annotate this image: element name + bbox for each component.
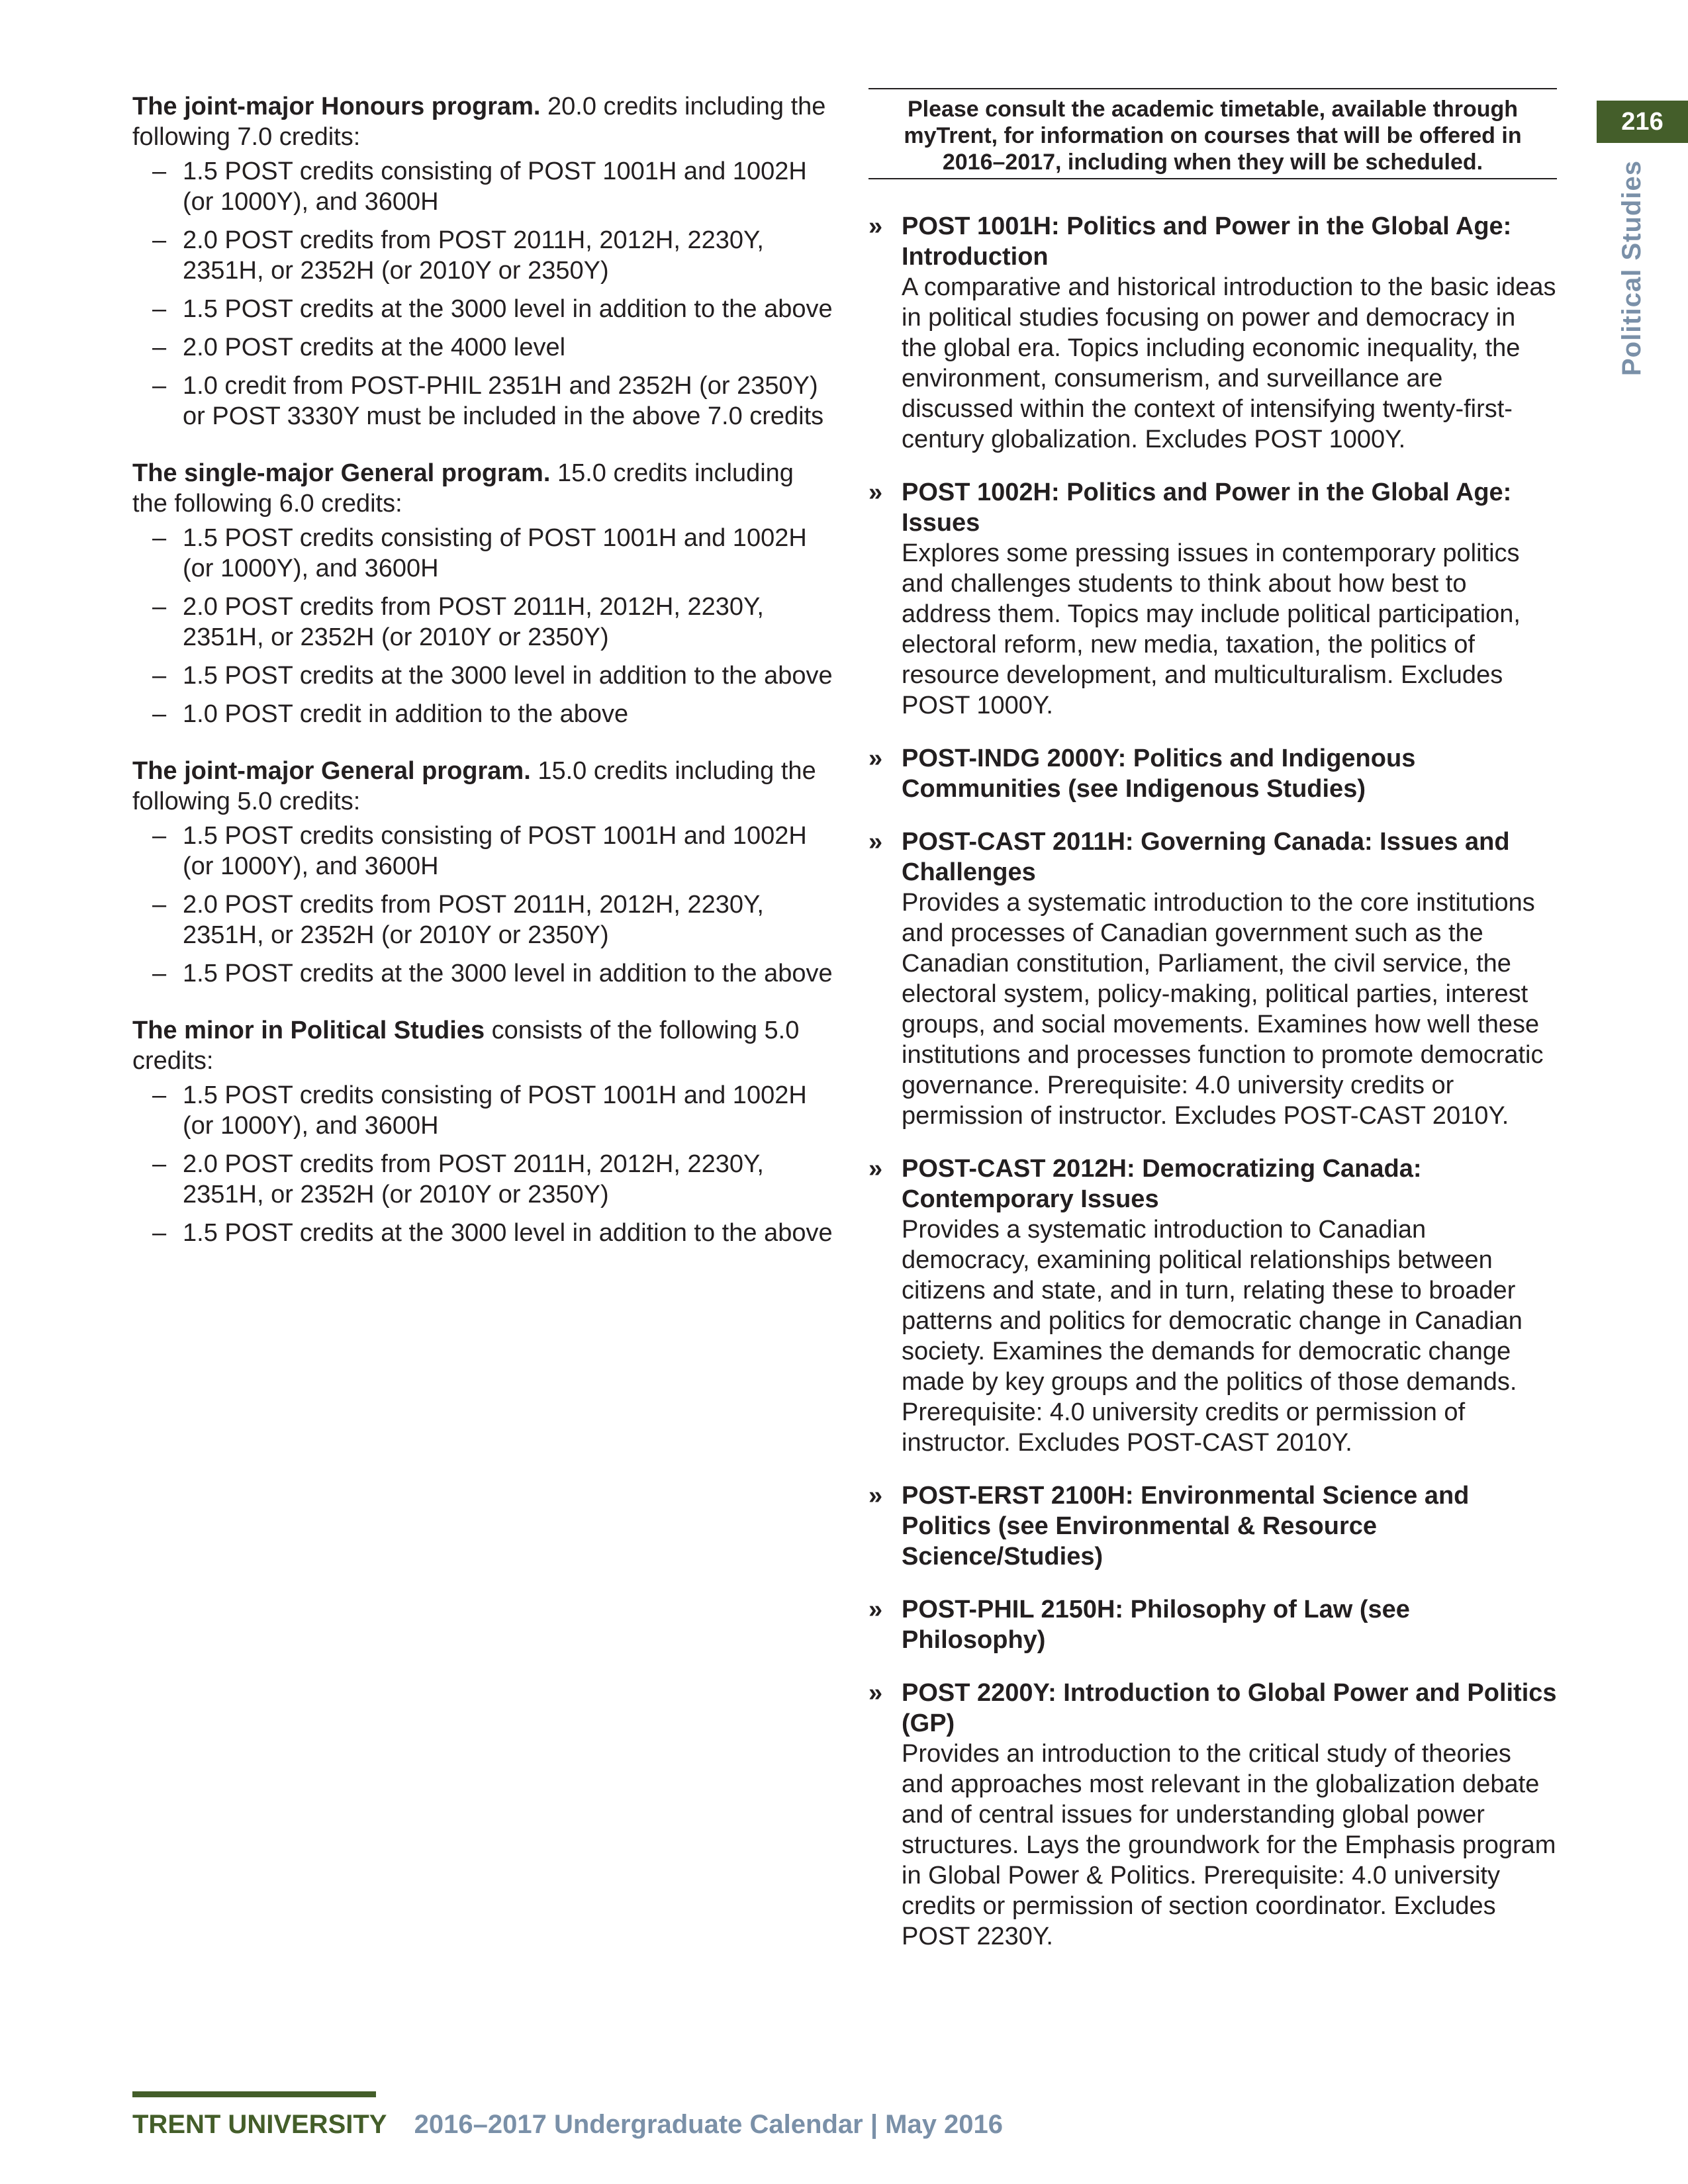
footer-university: TRENT UNIVERSITY — [132, 2110, 387, 2139]
requirement-item: – 1.0 credit from POST-PHIL 2351H and 2352H (or 2350Y) or POST 3330Y must be included in the above 7.0 credits — [132, 371, 834, 432]
course-title: » POST 2200Y: Introduction to Global Power and Politics (GP) — [902, 1679, 1557, 1737]
requirement-item: – 1.5 POST credits consisting of POST 1001H and 1002H (or 1000Y), and 3600H — [132, 821, 834, 882]
requirement-item: – 2.0 POST credits from POST 2011H, 2012H, 2230Y, 2351H, or 2352H (or 2010Y or 2350Y) — [132, 1149, 834, 1210]
requirement-list — [132, 523, 834, 729]
course-title: » POST 1001H: Politics and Power in the Global Age: Introduction — [902, 212, 1512, 271]
left-column — [132, 91, 834, 1275]
course-title: » POST-ERST 2100H: Environmental Science and Politics (see Environmental & Resource Science/Studies) — [902, 1482, 1470, 1570]
course-description: Provides an introduction to the critical study of theories and approaches most relevant in the globalization debate and of central issues for understanding global power structures. Lays the groundwork for the Emphasis program in Global Power & Politics. Prerequisite: 4.0 university credits or permission of section coordinator. Excludes POST 2230Y. — [902, 1740, 1556, 1950]
program-intro: 15.0 credits including the following 6.0 credits: — [132, 459, 794, 518]
program-heading — [132, 1015, 834, 1076]
program-title: The joint-major General program. — [132, 757, 531, 785]
course-title: » POST-PHIL 2150H: Philosophy of Law (see Philosophy) — [902, 1596, 1410, 1654]
requirement-list — [132, 821, 834, 989]
program-title: The joint-major Honours program. — [132, 93, 541, 120]
requirement-item: – 1.5 POST credits consisting of POST 1001H and 1002H (or 1000Y), and 3600H — [132, 523, 834, 584]
requirement-item: – 2.0 POST credits from POST 2011H, 2012H, 2230Y, 2351H, or 2352H (or 2010Y or 2350Y) — [132, 225, 834, 286]
course-entry — [868, 1154, 1557, 1458]
program-heading — [132, 91, 834, 152]
course-title: » POST 1002H: Politics and Power in the Global Age: Issues — [902, 478, 1512, 537]
timetable-notice: Please consult the academic timetable, available through myTrent, for information on courses that will be offered in 2016–2017, including when they will be scheduled. — [868, 88, 1557, 179]
course-description: Provides a systematic introduction to the core institutions and processes of Canadian government such as the Canadian constitution, Parliament, the civil service, the electoral system, policy-making, political parties, interest groups, and social movements. Examines how well these institutions and processes function to promote democratic governance. Prerequisite: 4.0 university credits or permission of instructor. Excludes POST-CAST 2010Y. — [902, 889, 1544, 1130]
program-heading — [132, 458, 834, 519]
course-entry — [868, 1594, 1557, 1655]
page-footer — [132, 2110, 1003, 2140]
course-entry — [868, 477, 1557, 721]
requirement-item: – 1.5 POST credits at the 3000 level in addition to the above — [132, 660, 834, 691]
program-joint-major-honours — [132, 91, 834, 432]
requirement-item: – 2.0 POST credits from POST 2011H, 2012H, 2230Y, 2351H, or 2352H (or 2010Y or 2350Y) — [132, 592, 834, 653]
program-intro: 15.0 credits including the following 5.0 credits: — [132, 757, 816, 815]
requirement-item: – 1.5 POST credits consisting of POST 1001H and 1002H (or 1000Y), and 3600H — [132, 1080, 834, 1141]
course-entry — [868, 1678, 1557, 1952]
footer-calendar: 2016–2017 Undergraduate Calendar | May 2016 — [414, 2110, 1004, 2139]
course-entry — [868, 1480, 1557, 1572]
course-description: Provides a systematic introduction to Canadian democracy, examining political relationships between citizens and state, and in turn, relating these to broader patterns and politics for democratic change in Canadian society. Examines the demands for democratic change made by key groups and the politics of those demands. Prerequisite: 4.0 university credits or permission of instructor. Excludes POST-CAST 2010Y. — [902, 1216, 1523, 1457]
section-side-label: Political Studies — [1617, 160, 1646, 376]
program-title: The single-major General program. — [132, 459, 551, 487]
program-single-major-general — [132, 458, 834, 729]
requirement-list — [132, 1080, 834, 1248]
program-joint-major-general — [132, 756, 834, 989]
course-entry — [868, 211, 1557, 455]
program-heading — [132, 756, 834, 817]
requirement-item: – 1.5 POST credits at the 3000 level in addition to the above — [132, 1218, 834, 1248]
page-number-tab: 216 — [1597, 101, 1688, 143]
program-title: The minor in Political Studies — [132, 1017, 485, 1044]
program-intro: consists of the following 5.0 credits: — [132, 1017, 800, 1075]
requirement-item: – 2.0 POST credits from POST 2011H, 2012H, 2230Y, 2351H, or 2352H (or 2010Y or 2350Y) — [132, 889, 834, 950]
requirement-item: – 1.5 POST credits consisting of POST 1001H and 1002H (or 1000Y), and 3600H — [132, 156, 834, 217]
right-column — [868, 88, 1557, 1974]
course-title: » POST-CAST 2011H: Governing Canada: Issues and Challenges — [902, 828, 1510, 886]
requirement-item: – 2.0 POST credits at the 4000 level — [132, 332, 834, 363]
requirement-item: – 1.5 POST credits at the 3000 level in addition to the above — [132, 294, 834, 324]
program-intro: 20.0 credits including the following 7.0 credits: — [132, 93, 826, 151]
program-minor-political-studies — [132, 1015, 834, 1248]
footer-rule — [132, 2091, 376, 2097]
course-entry — [868, 827, 1557, 1131]
requirement-item: – 1.5 POST credits at the 3000 level in addition to the above — [132, 958, 834, 989]
course-title: » POST-INDG 2000Y: Politics and Indigenous Communities (see Indigenous Studies) — [902, 745, 1416, 803]
course-description: Explores some pressing issues in contemporary politics and challenges students to think about how best to address them. Topics may include political participation, electoral reform, new media, taxation, the politics of resource development, and multiculturalism. Excludes POST 1000Y. — [902, 539, 1521, 719]
course-description: A comparative and historical introduction to the basic ideas in political studies focusing on power and democracy in the global era. Topics including economic inequality, the environment, consumerism, and surveillance are discussed within the context of intensifying twenty-first-century globalization. Excludes POST 1000Y. — [902, 273, 1556, 453]
requirement-list — [132, 156, 834, 432]
course-title: » POST-CAST 2012H: Democratizing Canada: Contemporary Issues — [902, 1155, 1422, 1213]
requirement-item: – 1.0 POST credit in addition to the above — [132, 699, 834, 729]
course-entry — [868, 743, 1557, 804]
